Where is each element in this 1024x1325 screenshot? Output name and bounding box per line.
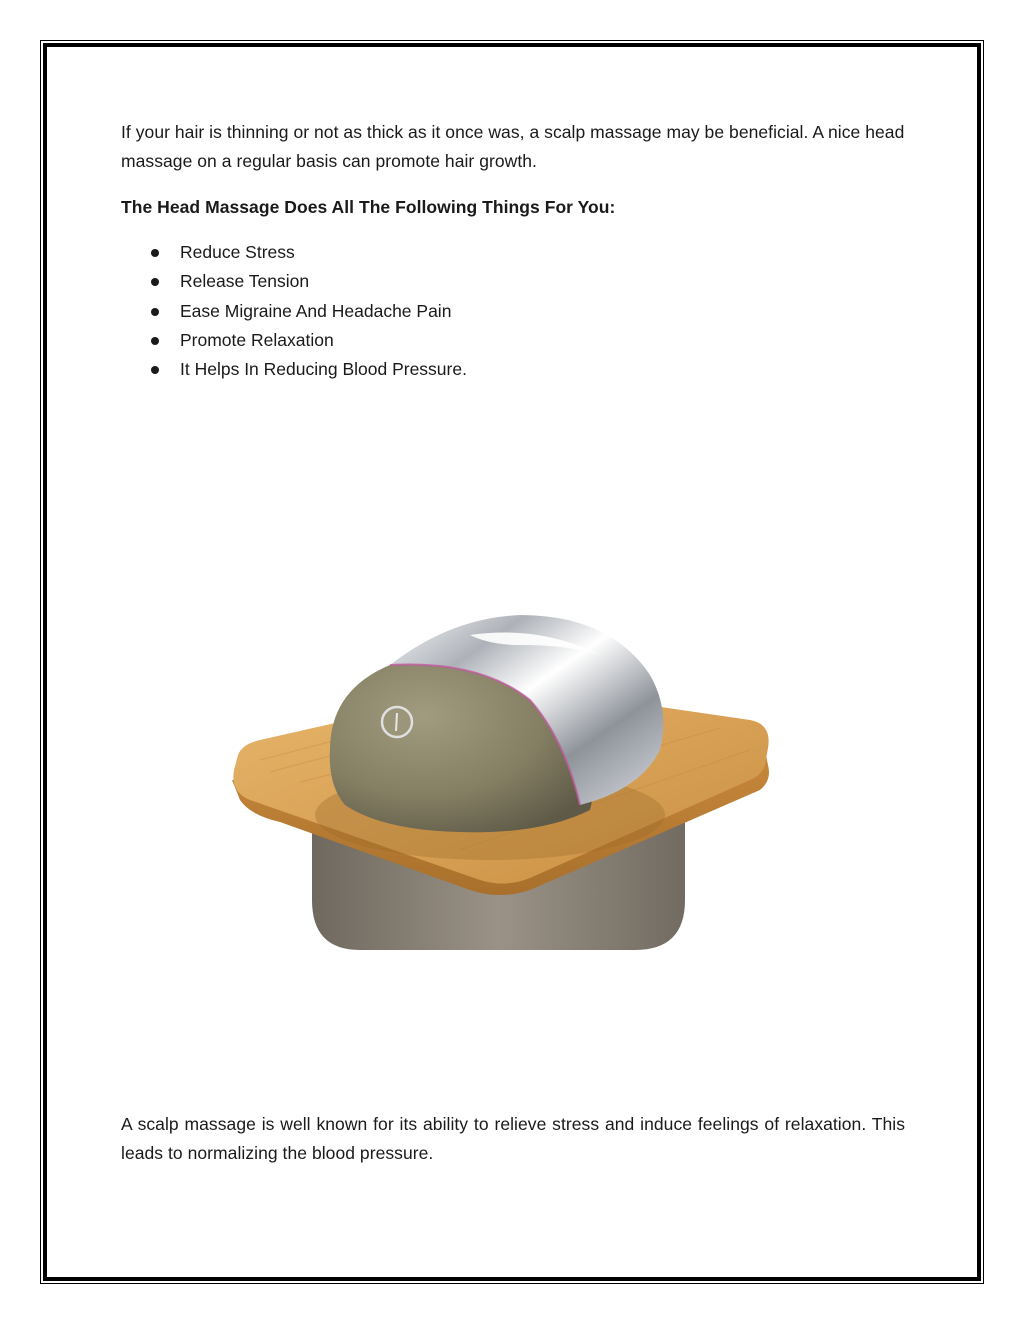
bullet-icon [151,278,159,286]
list-item [121,297,467,326]
bullet-icon [151,249,159,257]
scalp-massager-product-image [220,600,790,970]
bullet-icon [151,337,159,345]
list-item-text: It Helps In Reducing Blood Pressure. [180,359,467,380]
intro-paragraph: If your hair is thinning or not as thick as it once was, a scalp massage may be beneficial. A nice head massage on a regular basis can promote hair growth. [121,122,905,171]
list-item-text: Reduce Stress [180,242,295,262]
list-item [121,238,467,267]
list-item-text: Release Tension [180,271,310,292]
bullet-icon [151,308,159,316]
closing-paragraph: A scalp massage is well known for its ability to relieve stress and induce feelings of relaxation. This leads to normalizing the blood pressure. [121,1114,905,1163]
list-item-text: Ease Migraine And Headache Pain [180,300,452,321]
benefits-list [121,238,467,384]
list-item [121,267,467,296]
list-item [121,326,467,355]
benefits-heading: The Head Massage Does All The Following Things For You: [121,197,616,217]
bullet-icon [151,366,159,374]
list-item [121,355,467,384]
list-item-text: Promote Relaxation [180,329,334,350]
